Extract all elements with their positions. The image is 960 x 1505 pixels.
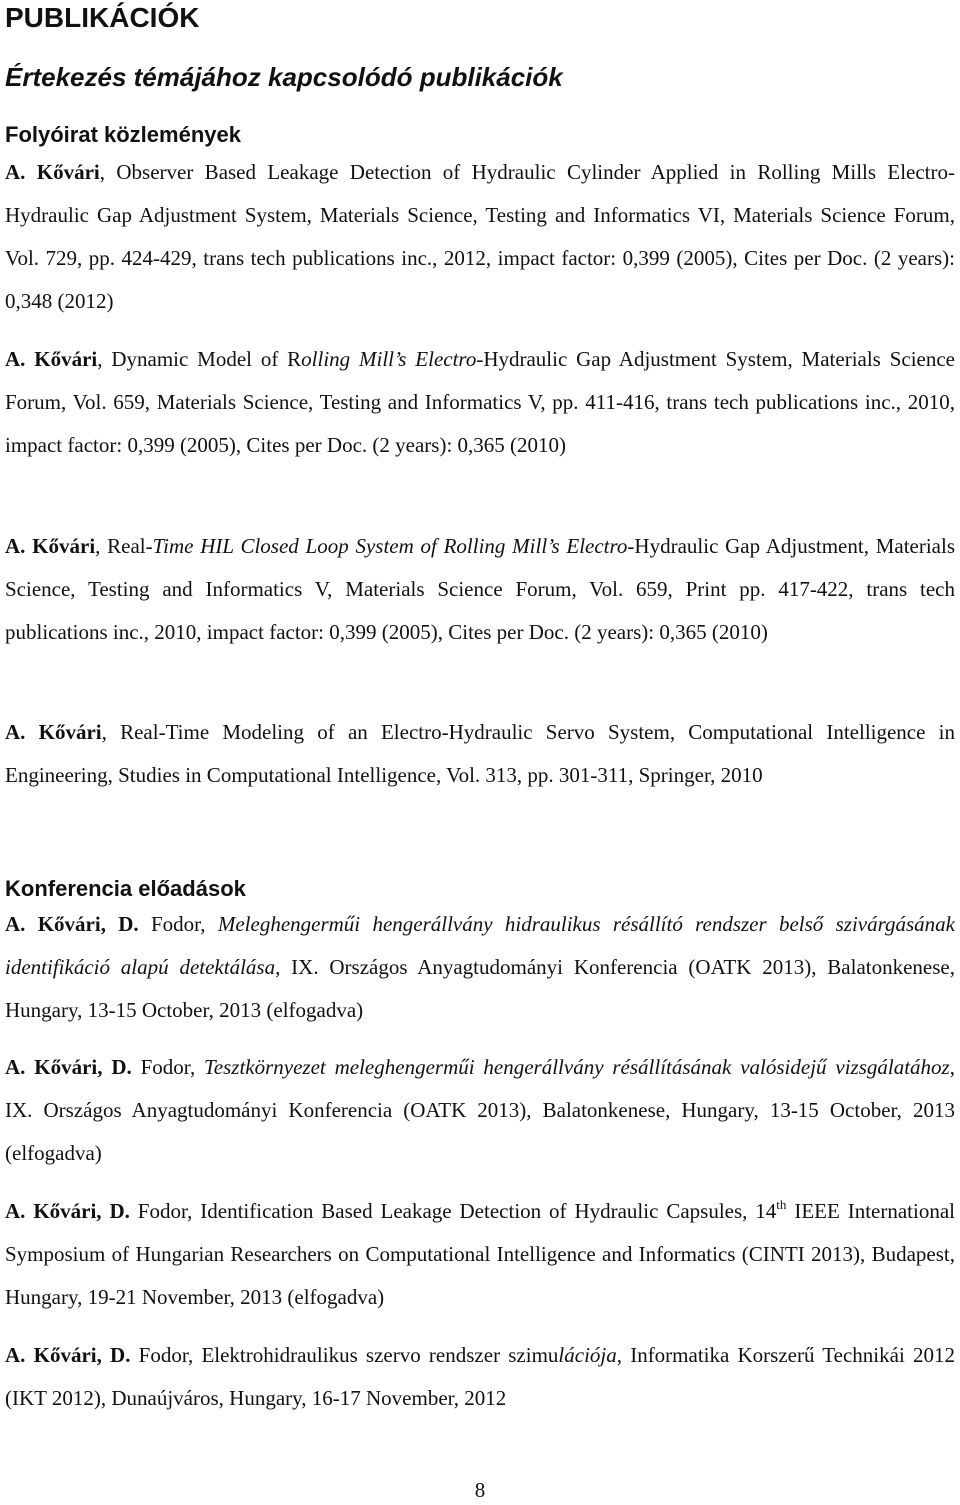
journal-entry [5, 338, 955, 467]
conference-entry [5, 1190, 955, 1319]
entry-author: A. Kővári, D. [5, 1199, 130, 1223]
entry-author: A. Kővári, D. [5, 1055, 132, 1079]
entry-text: -Hydraulic Gap Adjustment, Materials Science, Testing and Informatics V, Materials Science Forum, Vol. 659, Print pp. 417-422, trans tech publications inc., 2010, impact factor: 0,399 (2005), Cites per Doc. (2 years): 0,365 (2010) [5, 534, 956, 644]
section-title: Értekezés témájához kapcsolódó publikációk [5, 62, 563, 92]
journal-entry [5, 711, 955, 797]
entry-text: , Informatika Korszerű Technikái 2012 (IKT 2012), Dunaújváros, Hungary, 16-17 November, 2012 [5, 1343, 955, 1410]
entry-text: , IX. Országos Anyagtudományi Konferencia (OATK 2013), Balatonkenese, Hungary, 13-15 October, 2013 (elfogadva) [5, 955, 955, 1022]
entry-text: IEEE International Symposium of Hungarian Researchers on Computational Intelligence and Informatics (CINTI 2013), Budapest, Hungary, 19-21 November, 2013 (elfogadva) [5, 1199, 955, 1309]
journal-entry [5, 525, 955, 654]
entry-text: Fodor, [131, 1055, 205, 1079]
conference-entry [5, 903, 955, 1032]
entry-author: A. Kővári, D. [5, 912, 139, 936]
entry-text: , IX. Országos Anyagtudományi Konferencia (OATK 2013), Balatonkenese, Hungary, 13-15 October, 2013 (elfogadva) [5, 1055, 955, 1165]
entry-text: -Hydraulic Gap Adjustment System, Materials Science Forum, Vol. 659, Materials Science, Testing and Informatics V, pp. 411-416, trans tech publications inc., 2010, impact factor: 0,399 (2005), Cites per Doc. (2 years): 0,365 (2010) [5, 347, 955, 457]
entry-text: , Real-Time Modeling of an Electro-Hydraulic Servo System, Computational Intelligence in Engineering, Studies in Computational Intelligence, Vol. 313, pp. 301-311, Springer, 2010 [5, 720, 955, 787]
entry-text: , Observer Based Leakage Detection of Hydraulic Cylinder Applied in Rolling Mills Electro-Hydraulic Gap Adjustment System, Materials Science, Testing and Informatics VI, Materials Science Forum, Vol. 729, pp. 424-429, trans tech publications inc., 2012, impact factor: 0,399 (2005), Cites per Doc. (2 years): 0,348 (2012) [5, 160, 956, 313]
entry-author: A. Kővári [5, 534, 96, 558]
entry-text: Fodor, Identification Based Leakage Detection of Hydraulic Capsules, 14 [129, 1199, 777, 1223]
journal-entry [5, 151, 955, 323]
entry-text: , Dynamic Model of R [97, 347, 302, 371]
entry-text: Fodor, [138, 912, 218, 936]
entry-title: Time HIL Closed Loop System of Rolling Mill’s Electro [152, 534, 628, 558]
entry-text: Fodor, Elektrohidraulikus szervo rendszer szimu [130, 1343, 559, 1367]
conferences-heading: Konferencia előadások [5, 876, 246, 901]
entry-text: , Real- [95, 534, 153, 558]
entry-author: A. Kővári [5, 720, 102, 744]
entry-title: Tesztkörnyezet meleghengerműi hengerállvány résállításának valósidejű vizsgálatához [204, 1055, 950, 1079]
page-title: PUBLIKÁCIÓK [5, 2, 200, 33]
conference-entry [5, 1334, 955, 1420]
entry-superscript: th [776, 1197, 787, 1212]
page-number: 8 [474, 1478, 486, 1502]
entry-title: olling Mill’s Electro [301, 347, 477, 371]
entry-author: A. Kővári, D. [5, 1343, 131, 1367]
entry-author: A. Kővári [5, 160, 100, 184]
entry-title: Meleghengerműi hengerállvány hidraulikus résállító rendszer belső szivárgásának identifikáció alapú detektálása [5, 912, 955, 979]
entry-title: lációja [558, 1343, 617, 1367]
conference-entry [5, 1046, 955, 1175]
journals-heading: Folyóirat közlemények [5, 122, 241, 147]
entry-author: A. Kővári [5, 347, 98, 371]
